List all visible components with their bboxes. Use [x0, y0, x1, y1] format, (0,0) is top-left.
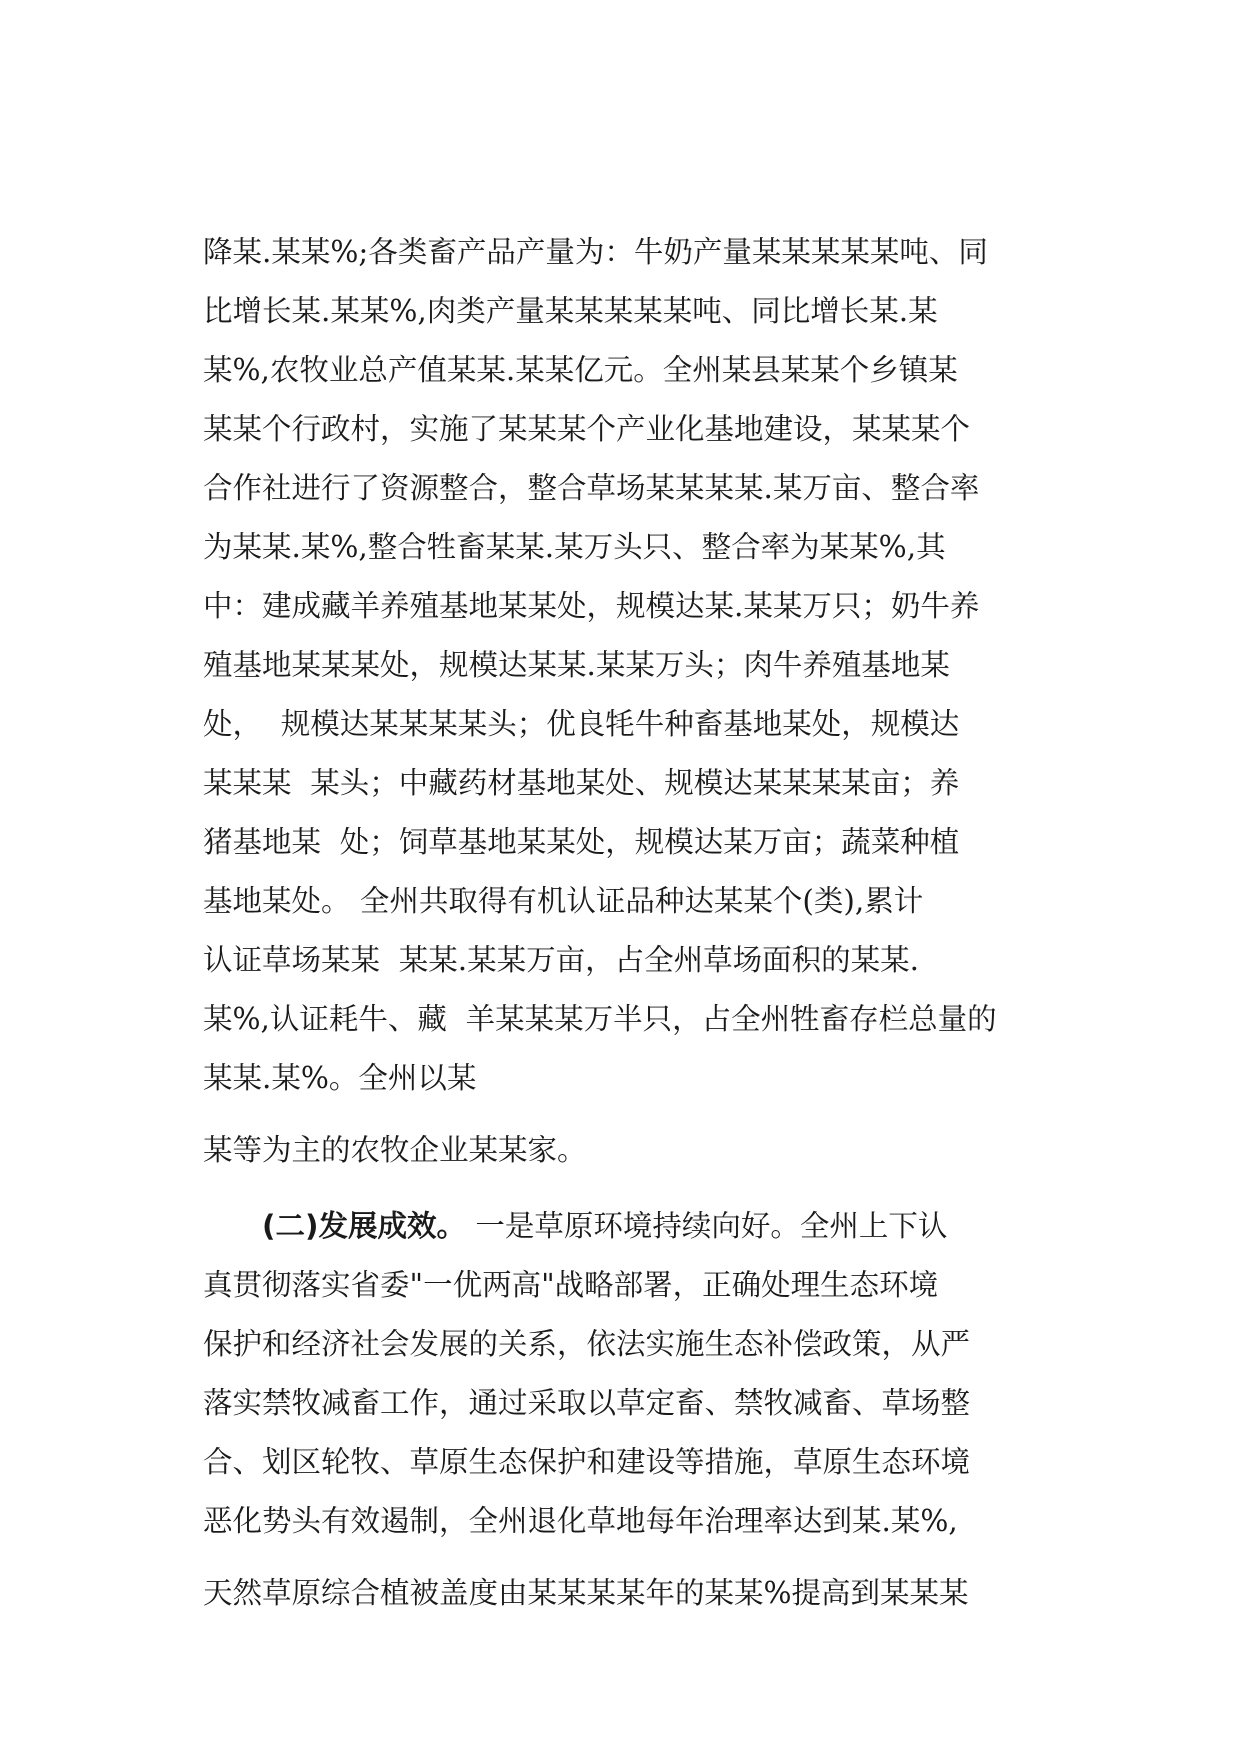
paragraph-line: 某%,农牧业总产值某某.某某亿元。全州某县某某个乡镇某 [203, 353, 958, 387]
paragraph-line: 某某.某%。全州以某 [203, 1061, 477, 1095]
section-first-line-text: 一是草原环境持续向好。全州上下认 [465, 1209, 948, 1243]
paragraph-line: 天然草原综合植被盖度由某某某某年的某某%提高到某某某 [203, 1576, 969, 1610]
paragraph-line: 基地某处。 全州共取得有机认证品种达某某个(类),累计 [203, 884, 924, 918]
paragraph-line: 降某.某某%;各类畜产品产量为：牛奶产量某某某某某吨、同 [203, 235, 988, 269]
paragraph-line: 合、划区轮牧、草原生态保护和建设等措施，草原生态环境 [203, 1445, 971, 1479]
paragraph-line: 为某某.某%,整合牲畜某某.某万头只、整合率为某某%,其 [203, 530, 946, 564]
paragraph-line: 殖基地某某某处，规模达某某.某某万头；肉牛养殖基地某 [203, 648, 950, 682]
paragraph-line: 真贯彻落实省委"一优两高"战略部署，正确处理生态环境 [203, 1268, 939, 1302]
paragraph-line: 处， 规模达某某某某头；优良牦牛种畜基地某处，规模达 [203, 707, 960, 741]
paragraph-line: 中：建成藏羊养殖基地某某处，规模达某.某某万只；奶牛养 [203, 589, 980, 623]
paragraph-line: 合作社进行了资源整合，整合草场某某某某.某万亩、整合率 [203, 471, 980, 505]
section-first-line [262, 1206, 947, 1246]
paragraph-line: 某%,认证耗牛、藏 羊某某某万半只，占全州牲畜存栏总量的 [203, 1002, 997, 1036]
paragraph-line: 认证草场某某 某某.某某万亩，占全州草场面积的某某. [203, 943, 920, 977]
paragraph-line: 保护和经济社会发展的关系，依法实施生态补偿政策，从严 [203, 1327, 971, 1361]
paragraph-line: 比增长某.某某%,肉类产量某某某某某吨、同比增长某.某 [203, 294, 938, 328]
paragraph-line: 某某个行政村，实施了某某某个产业化基地建设，某某某个 [203, 412, 971, 446]
paragraph-line: 落实禁牧减畜工作，通过采取以草定畜、禁牧减畜、草场整 [203, 1386, 971, 1420]
paragraph-line: 某某某 某头；中藏药材基地某处、规模达某某某某亩；养 [203, 766, 960, 800]
paragraph-line: 猪基地某 处；饲草基地某某处，规模达某万亩；蔬菜种植 [203, 825, 960, 859]
paragraph-line: 某等为主的农牧企业某某家。 [203, 1133, 587, 1167]
section-heading: (二)发展成效。 [262, 1209, 466, 1243]
paragraph-line: 恶化势头有效遏制，全州退化草地每年治理率达到某.某%, [203, 1504, 958, 1538]
